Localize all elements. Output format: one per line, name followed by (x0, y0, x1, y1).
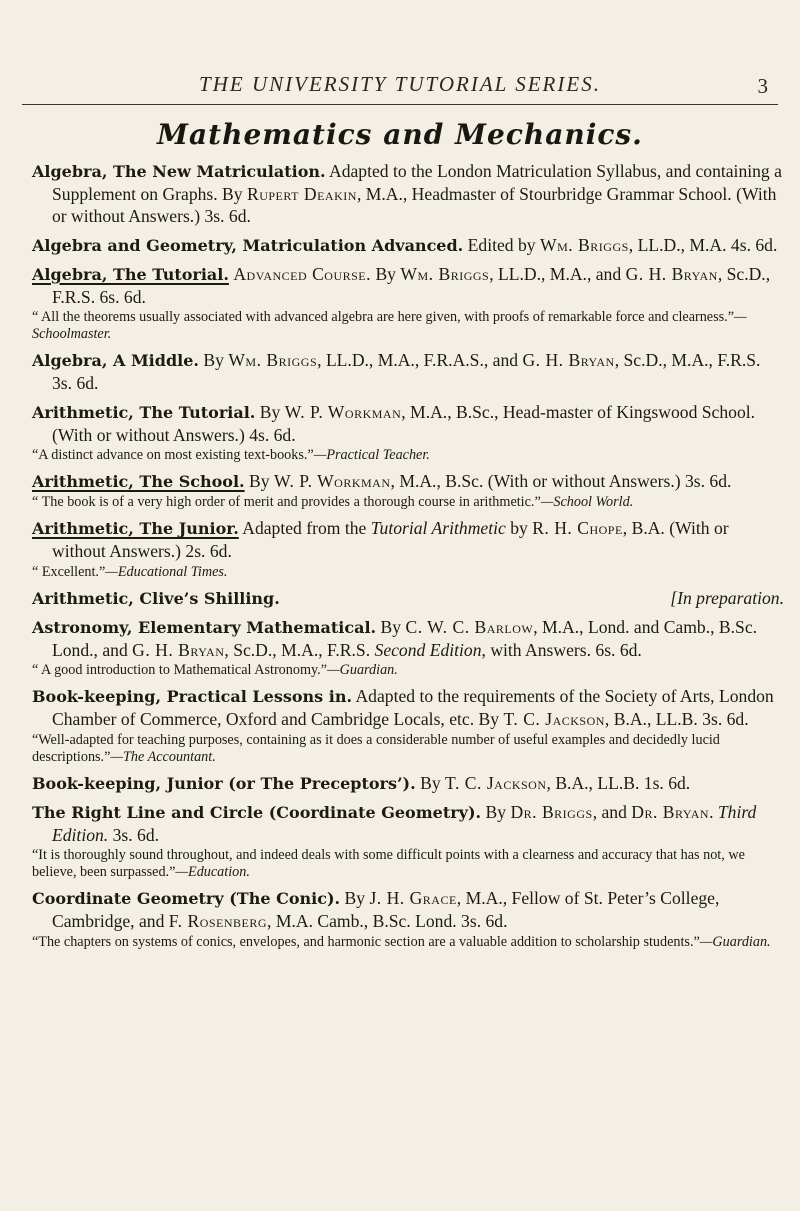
entry-title: Astronomy, Elementary Mathematical. (32, 617, 377, 637)
review-quote: “Well-adapted for teaching purposes, containing as it does a considerable number of useful examples and decidedly lucid descriptions.”—The Accountant. (32, 731, 720, 765)
author-name: W. P. Workman (273, 471, 391, 492)
entry-title: Arithmetic, The School. (32, 472, 245, 492)
entry-title: Algebra, A Middle. (32, 351, 199, 371)
review-quote: “A distinct advance on most existing text-books.”—Practical Teacher. (32, 447, 430, 464)
page-number: 3 (757, 74, 768, 98)
edition-note: Third Edition. (52, 801, 757, 846)
review-quote: “ All the theorems usually associated with advanced algebra are here given, with proofs of remarkable force and clearness.”—Schoolmaster. (32, 309, 747, 343)
catalogue-entry (32, 517, 784, 580)
entry-text: Algebra and Geometry, Matriculation Advanced. Edited by Wm. Briggs, LL.D., M.A. 4s. 6d. (32, 234, 778, 255)
author-name: Dr. Briggs (510, 801, 593, 822)
course-label: Advanced Course. (233, 263, 372, 284)
author-name: R. H. Chope (532, 518, 623, 539)
header-rule (22, 104, 778, 105)
author-name: T. C. Jackson (445, 772, 547, 793)
entry-text: Algebra, The New Matriculation. Adapted to the London Matriculation Syllabus, and containing a Supplement on Graphs. By Rupert Deakin, M.A., Headmaster of Stourbridge Grammar School. (With or without Answers.) 3s. 6d. (32, 161, 782, 227)
book-title-italic: Tutorial Arithmetic (370, 518, 506, 539)
entry-title: Coordinate Geometry (The Conic). (32, 889, 341, 909)
entry-text: Book-keeping, Practical Lessons in. Adapted to the requirements of the Society of Arts, London Chamber of Commerce, Oxford and Cambridge Locals, etc. By T. C. Jackson, B.A., LL.B. 3s. 6d. (32, 686, 774, 730)
entry-text: Arithmetic, The Junior. Adapted from the Tutorial Arithmetic by R. H. Chope, B.A. (With or without Answers.) 2s. 6d. (32, 518, 729, 562)
catalogue-entries (32, 160, 784, 957)
entry-text: Astronomy, Elementary Mathematical. By C. W. C. Barlow, M.A., Lond. and Camb., B.Sc. Lond., and G. H. Bryan, Sc.D., M.A., F.R.S. Second Edition, with Answers. 6s. 6d. (32, 616, 758, 661)
author-name: F. Rosenberg (168, 911, 268, 932)
section-heading: Mathematics and Mechanics. (157, 118, 643, 151)
catalogue-entry (32, 616, 784, 679)
author-name: Wm. Briggs (228, 350, 318, 371)
entry-text: Arithmetic, The School. By W. P. Workman, M.A., B.Sc. (With or without Answers.) 3s. 6d. (32, 471, 732, 492)
review-quote: “ A good introduction to Mathematical Astronomy.”—Guardian. (32, 662, 398, 679)
catalogue-entry (32, 887, 784, 950)
review-source: —School World. (540, 494, 634, 511)
author-name: Dr. Bryan (631, 801, 710, 822)
entry-title: Algebra, The Tutorial. (32, 264, 229, 284)
author-name: G. H. Bryan (522, 350, 615, 371)
author-name: C. W. C. Barlow (405, 616, 534, 637)
entry-title: The Right Line and Circle (Coordinate Geometry). (32, 802, 482, 822)
author-name: Rupert Deakin (246, 184, 357, 205)
catalogue-entry (32, 772, 784, 795)
entry-text: Arithmetic, The Tutorial. By W. P. Workman, M.A., B.Sc., Head-master of Kingswood School. (With or without Answers.) 4s. 6d. (32, 401, 756, 445)
entry-title: Arithmetic, The Junior. (32, 519, 239, 539)
review-source: —Schoolmaster. (32, 309, 747, 343)
review-source: —Guardian. (699, 933, 771, 950)
author-name: G. H. Bryan (132, 640, 225, 661)
author-name: W. P. Workman (284, 401, 402, 422)
entry-title: Book-keeping, Junior (or The Preceptors’). (32, 773, 416, 793)
entry-text: The Right Line and Circle (Coordinate Geometry). By Dr. Briggs, and Dr. Bryan. Third Edition. 3s. 6d. (32, 801, 757, 846)
entry-title: Arithmetic, The Tutorial. (32, 402, 256, 422)
catalogue-entry (32, 470, 784, 511)
entry-title: Book-keeping, Practical Lessons in. (32, 687, 353, 707)
catalogue-entry (32, 234, 784, 257)
catalogue-entry (32, 685, 784, 765)
review-quote: “The chapters on systems of conics, envelopes, and harmonic section are a valuable addition to scholarship students.”—Guardian. (32, 933, 771, 950)
catalogue-entry (32, 160, 784, 228)
preparation-note: [In preparation. (670, 587, 784, 608)
edition-note: Second Edition (374, 640, 482, 661)
author-name: Wm. Briggs (539, 234, 629, 255)
entry-text: Book-keeping, Junior (or The Preceptors’). By T. C. Jackson, B.A., LL.B. 1s. 6d. (32, 772, 691, 793)
entry-text: Coordinate Geometry (The Conic). By J. H. Grace, M.A., Fellow of St. Peter’s College, Cambridge, and F. Rosenberg, M.A. Camb., B.Sc. Lond. 3s. 6d. (32, 888, 720, 932)
review-source: —Educational Times. (105, 563, 228, 580)
review-quote: “ The book is of a very high order of merit and provides a thorough course in arithmetic.”—School World. (32, 494, 634, 511)
author-name: T. C. Jackson (503, 709, 605, 730)
author-name: J. H. Grace (369, 888, 457, 909)
review-source: —The Accountant. (110, 748, 216, 765)
author-name: G. H. Bryan (625, 263, 718, 284)
entry-text: Algebra, The Tutorial. Advanced Course. By Wm. Briggs, LL.D., M.A., and G. H. Bryan, Sc.D., F.R.S. 6s. 6d. (32, 263, 771, 308)
entry-text (32, 587, 784, 610)
entry-title: Arithmetic, Clive’s Shilling. (32, 588, 280, 608)
catalogue-entry (32, 587, 784, 610)
entry-title: Algebra, The New Matriculation. (32, 162, 326, 181)
review-source: —Guardian. (327, 662, 398, 679)
running-head: THE UNIVERSITY TUTORIAL SERIES. (199, 72, 601, 96)
entry-title: Algebra and Geometry, Matriculation Advanced. (32, 235, 464, 255)
catalogue-entry (32, 801, 784, 881)
review-source: —Education. (175, 864, 250, 881)
catalogue-entry (32, 401, 784, 464)
catalogue-entry (32, 349, 784, 394)
entry-text: Algebra, A Middle. By Wm. Briggs, LL.D., M.A., F.R.A.S., and G. H. Bryan, Sc.D., M.A., F.R.S. 3s. 6d. (32, 350, 761, 394)
review-quote: “ Excellent.”—Educational Times. (32, 563, 228, 580)
review-source: —Practical Teacher. (313, 447, 430, 464)
author-name: Wm. Briggs (400, 263, 490, 284)
review-quote: “It is thoroughly sound throughout, and indeed deals with some difficult points with a clearness and accuracy that has not, we believe, been surpassed.”—Education. (32, 847, 745, 881)
catalogue-entry (32, 263, 784, 343)
